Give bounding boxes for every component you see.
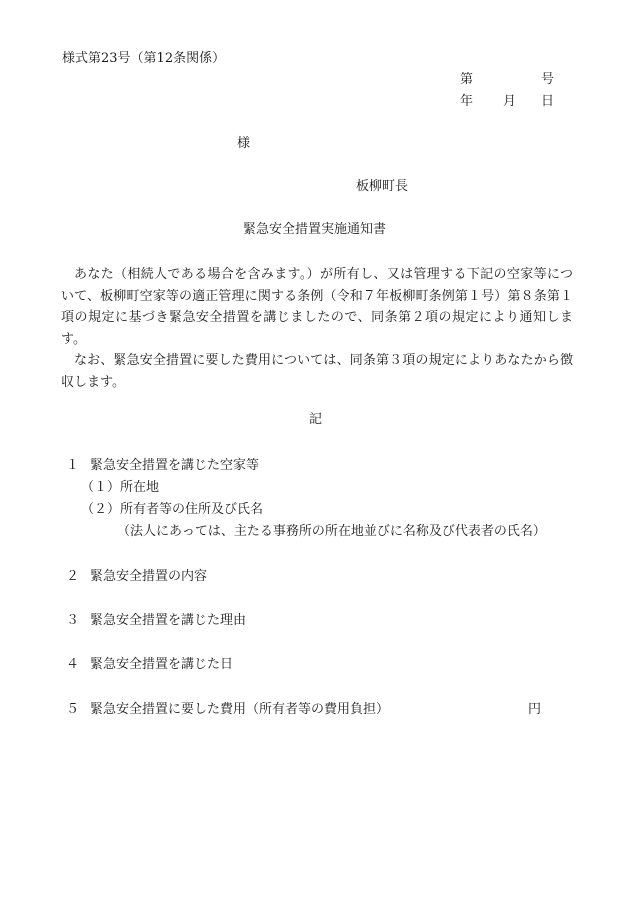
document-title: 緊急安全措置実施通知書 xyxy=(243,222,387,237)
ki-heading: 記 xyxy=(309,412,323,427)
item-4-label: 緊急安全措置を講じた日 xyxy=(90,657,234,672)
item-5-label: 緊急安全措置に要した費用（所有者等の費用負担） xyxy=(90,702,390,717)
item-1-label: 緊急安全措置を講じた空家等 xyxy=(90,458,260,473)
item-3-label: 緊急安全措置を講じた理由 xyxy=(90,613,247,628)
item-5-unit: 円 xyxy=(528,702,542,717)
item-4-number: ４ xyxy=(66,657,80,672)
item-2-number: ２ xyxy=(66,569,80,584)
body-paragraph-1: あなた（相続人である場合を含みます。）が所有し、又は管理する下記の空家等について、板柳町空家等の適正管理に関する条例（令和７年板柳町条例第１号）第８条第１項の規定に基づき緊急安全措置を講じましたので、同条第２項の規定により通知します。 xyxy=(61,267,573,347)
body-paragraph-2: なお、緊急安全措置に要した費用については、同条第３項の規定によりあなたから徴収します。 xyxy=(61,353,573,390)
document-number-prefix: 第 xyxy=(460,72,474,87)
item-2-label: 緊急安全措置の内容 xyxy=(90,569,208,584)
item-1-number: １ xyxy=(66,458,80,473)
recipient-suffix: 様 xyxy=(237,136,251,151)
item-1-sub-2-note: （法人にあっては、主たる事務所の所在地並びに名称及び代表者の氏名） xyxy=(117,524,546,539)
item-1-sub-1: （１）所在地 xyxy=(81,480,160,495)
item-1-sub-2: （２）所有者等の住所及び氏名 xyxy=(81,502,264,517)
item-3-number: ３ xyxy=(66,613,80,628)
document-number-suffix: 号 xyxy=(541,72,555,87)
item-5-number: ５ xyxy=(66,702,80,717)
issuer-name: 板柳町長 xyxy=(356,179,409,194)
date-year: 年 xyxy=(460,94,474,109)
form-number: 様式第23号（第12条関係） xyxy=(62,51,226,66)
date-month: 月 xyxy=(503,94,517,109)
date-day: 日 xyxy=(541,94,555,109)
